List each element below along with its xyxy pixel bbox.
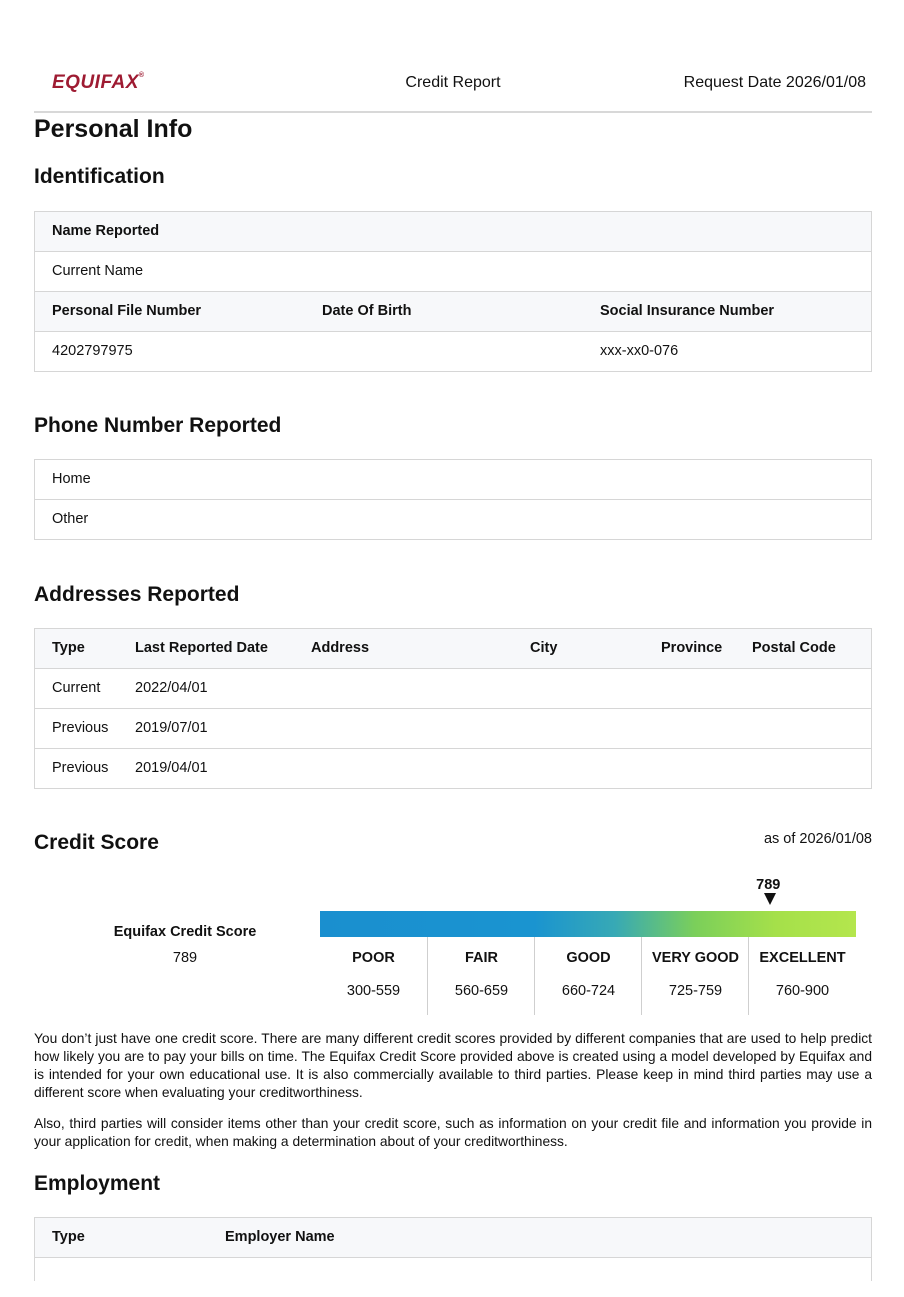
band-name: VERY GOOD: [651, 950, 740, 966]
score-gradient-bar: [320, 911, 856, 937]
address-type: Previous: [52, 720, 109, 736]
personal-file-number: 4202797975: [52, 343, 133, 359]
request-date: Request Date 2026/01/08: [683, 74, 866, 91]
column-header: Province: [661, 640, 723, 656]
credit-score-explanation: You don’t just have one credit score. There are many different credit scores provided by different companies that are used to help predict how likely you are to pay your bills on time. The Equifax Credit Score provided above is created using a model developed by Equifax and is intended for your own educational use. It is also commercially available to third parties. Please keep in mind third parties may use a different score when evaluating your creditworthiness.: [34, 1031, 872, 1100]
credit-score-value: 789: [172, 950, 198, 966]
report-title: Credit Report: [405, 74, 501, 91]
employment-table: [34, 1217, 872, 1281]
header-divider: [34, 111, 872, 113]
page-title: Personal Info: [34, 115, 193, 143]
phone-type: Home: [52, 471, 91, 487]
column-header: Personal File Number: [52, 303, 202, 319]
social-insurance-number: xxx-xx0-076: [600, 343, 679, 359]
table-row: [35, 1257, 871, 1297]
identification-heading: Identification: [34, 165, 165, 188]
table-header-row: [35, 1218, 871, 1257]
score-marker-value: 789: [756, 877, 781, 893]
score-band-fair: [427, 937, 535, 1015]
phone-heading: Phone Number Reported: [34, 414, 282, 437]
table-row: [35, 748, 871, 788]
band-range: 300-559: [346, 983, 401, 999]
band-range: 660-724: [561, 983, 616, 999]
table-row: [35, 212, 871, 251]
address-type: Previous: [52, 760, 109, 776]
current-name-label: Current Name: [52, 263, 144, 279]
band-name: EXCELLENT: [759, 950, 846, 966]
band-name: FAIR: [464, 950, 499, 966]
score-band-good: [534, 937, 642, 1015]
band-range: 560-659: [454, 983, 509, 999]
table-header-row: [35, 629, 871, 668]
address-date: 2019/07/01: [135, 720, 208, 736]
table-row: [35, 708, 871, 748]
table-header-row: [35, 291, 871, 331]
credit-score-heading: Credit Score: [34, 831, 159, 854]
equifax-logo: EQUIFAX®: [52, 72, 145, 93]
score-marker-icon: [764, 893, 776, 905]
column-header: City: [530, 640, 558, 656]
credit-score-note: Also, third parties will consider items other than your credit score, such as information on your credit file and information you provide in your application for credit, when making a determination about of your creditworthiness.: [34, 1116, 872, 1149]
table-row: [35, 331, 871, 371]
band-range: 725-759: [668, 983, 723, 999]
credit-score-date: as of 2026/01/08: [763, 831, 872, 847]
table-row: [35, 668, 871, 708]
column-header: Type: [52, 640, 85, 656]
addresses-table: [34, 628, 872, 789]
column-header: Postal Code: [752, 640, 836, 656]
column-header: Date Of Birth: [322, 303, 412, 319]
band-name: GOOD: [566, 950, 611, 966]
score-band-very-good: [641, 937, 749, 1015]
band-name: POOR: [352, 950, 395, 966]
table-row: [35, 251, 871, 291]
band-range: 760-900: [775, 983, 830, 999]
column-header: Last Reported Date: [135, 640, 268, 656]
phone-table: [34, 459, 872, 540]
report-header: [34, 68, 872, 98]
address-date: 2022/04/01: [135, 680, 208, 696]
table-row: [35, 460, 871, 499]
address-type: Current: [52, 680, 101, 696]
identification-table: [34, 211, 872, 372]
addresses-heading: Addresses Reported: [34, 583, 240, 606]
column-header: Address: [311, 640, 370, 656]
column-header: Social Insurance Number: [600, 303, 775, 319]
score-band-excellent: [748, 937, 856, 1015]
column-header: Employer Name: [225, 1229, 335, 1245]
name-reported-label: Name Reported: [52, 223, 160, 239]
column-header: Type: [52, 1229, 85, 1245]
address-date: 2019/04/01: [135, 760, 208, 776]
employment-heading: Employment: [34, 1172, 161, 1195]
credit-score-label: Equifax Credit Score: [113, 924, 257, 940]
phone-type: Other: [52, 511, 89, 527]
table-row: [35, 499, 871, 539]
score-band-poor: [320, 937, 427, 1015]
